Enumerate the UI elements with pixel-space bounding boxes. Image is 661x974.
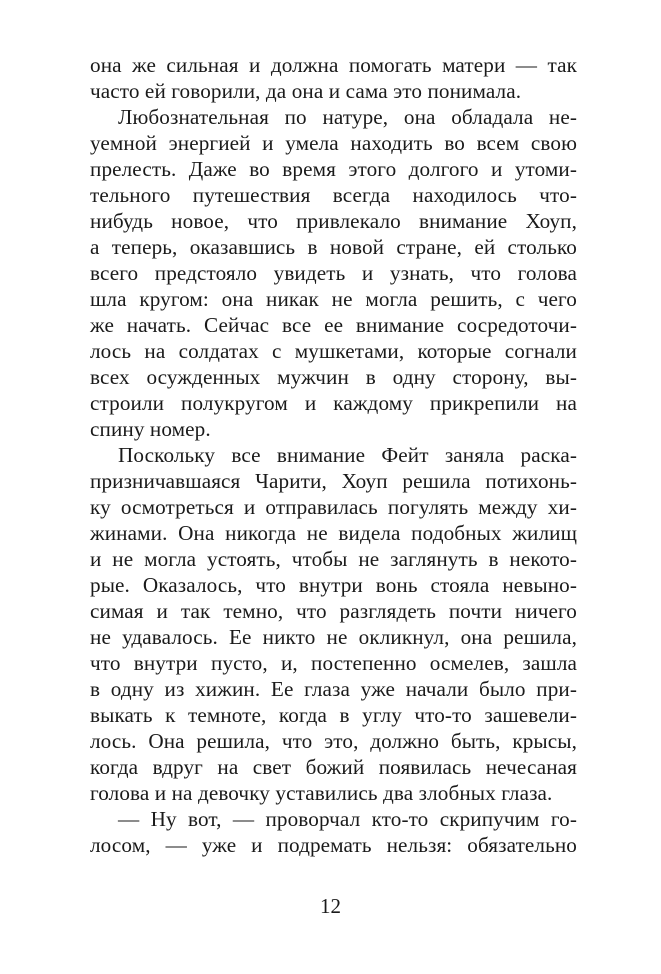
page-text xyxy=(90,52,577,858)
text-line: лось на солдатах с мушкетами, которые согнали xyxy=(90,339,577,363)
page-number: 12 xyxy=(320,894,341,918)
text-line: не удавалось. Ее никто не окликнул, она решила, xyxy=(90,625,577,649)
paragraph xyxy=(90,52,577,104)
text-line: что внутри пусто, и, постепенно осмелев, зашла xyxy=(90,651,577,675)
paragraph xyxy=(90,104,577,442)
text-line: лосом, — уже и подремать нельзя: обязательно xyxy=(90,833,577,857)
text-line: когда вдруг на свет божий появилась нечесаная xyxy=(90,755,577,779)
text-line: рые. Оказалось, что внутри вонь стояла невыно- xyxy=(90,573,577,597)
text-line: Любознательная по натуре, она обладала не- xyxy=(118,105,577,129)
text-line: же начать. Сейчас все ее внимание сосредоточи- xyxy=(90,313,577,337)
text-line: она же сильная и должна помогать матери — так xyxy=(90,53,577,77)
text-line: голова и на девочку уставились два злобных глаза. xyxy=(90,781,553,805)
text-line: симая и так темно, что разглядеть почти ничего xyxy=(90,599,577,623)
text-line: всего предстояло увидеть и узнать, что голова xyxy=(90,261,577,285)
paragraph xyxy=(90,442,577,806)
text-line: в одну из хижин. Ее глаза уже начали было при- xyxy=(90,677,577,701)
text-line: спину номер. xyxy=(90,417,211,441)
text-line: прелесть. Даже во время этого долгого и утоми- xyxy=(90,157,577,181)
text-line: призничавшаяся Чарити, Хоуп решила потихонь- xyxy=(90,469,577,493)
text-line: Поскольку все внимание Фейт заняла раска- xyxy=(118,443,577,467)
text-line: всех осужденных мужчин в одну сторону, вы- xyxy=(90,365,577,389)
text-line: ку осмотреться и отправилась погулять между хи- xyxy=(90,495,577,519)
text-line: часто ей говорили, да она и сама это понимала. xyxy=(90,79,522,103)
text-line: а теперь, оказавшись в новой стране, ей столько xyxy=(90,235,577,259)
text-line: уемной энергией и умела находить во всем свою xyxy=(90,131,577,155)
text-line: шла кругом: она никак не могла решить, с чего xyxy=(90,287,577,311)
text-line: нибудь новое, что привлекало внимание Хоуп, xyxy=(90,209,577,233)
text-line: тельного путешествия всегда находилось что- xyxy=(90,183,577,207)
text-line: строили полукругом и каждому прикрепили на xyxy=(90,391,577,415)
text-line: и не могла устоять, чтобы не заглянуть в некото- xyxy=(90,547,577,571)
paragraph xyxy=(90,806,577,858)
text-line: жинами. Она никогда не видела подобных жилищ xyxy=(90,521,577,545)
text-line: — Ну вот, — проворчал кто-то скрипучим го- xyxy=(118,807,577,831)
text-line: лось. Она решила, что это, должно быть, крысы, xyxy=(90,729,577,753)
text-line: выкать к темноте, когда в углу что-то зашевели- xyxy=(90,703,577,727)
